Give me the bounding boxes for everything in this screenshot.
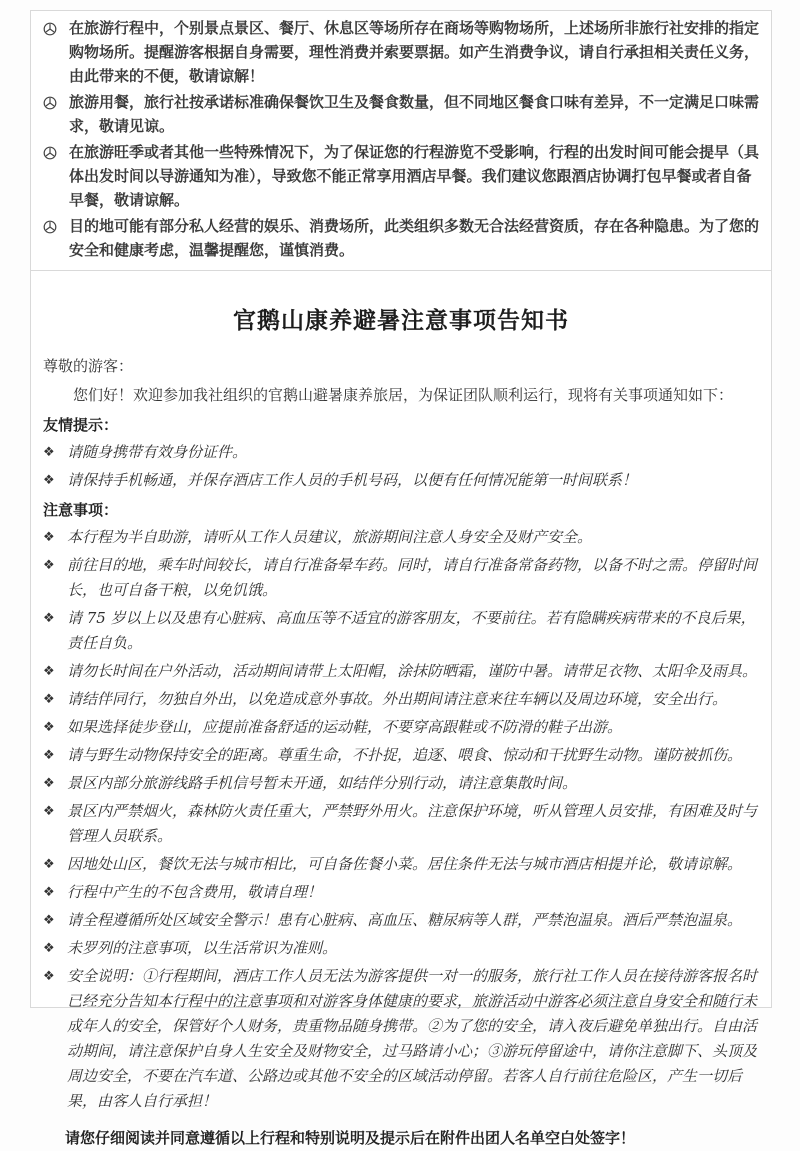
tip-text: 请随身携带有效身份证件。: [67, 443, 248, 461]
note-item: [39, 687, 763, 712]
diamond-bullet-icon: ❖: [43, 445, 55, 460]
warning-text: 在旅游旺季或者其他一些特殊情况下，为了保证您的行程游览不受影响，行程的出发时间可能会提早（具体出发时间以导游通知为准），导致您不能正常享用酒店早餐。我们建议您跟酒店协调打包早餐或者自备早餐，敬请谅解。: [69, 144, 760, 209]
note-item: [39, 606, 763, 656]
notice-title: 官鹅山康养避暑注意事项告知书: [233, 307, 569, 333]
note-text: 景区内严禁烟火，森林防火责任重大，严禁野外用火。注意保护环境，听从管理人员安排，有困难及时与管理人员联系。: [67, 802, 758, 845]
warning-text: 在旅游行程中，个别景点景区、餐厅、休息区等场所存在商场等购物场所，上述场所非旅行社安排的指定购物场所。提醒游客根据自身需要，理性消费并索要票据。如产生消费争议，请自行承担相关责任义务，由此带来的不便，敬请谅解！: [69, 20, 760, 85]
note-item: [39, 852, 763, 877]
diamond-bullet-icon: ❖: [43, 473, 55, 488]
notice-document: [31, 305, 771, 1151]
warning-text: 旅游用餐，旅行社按承诺标准确保餐饮卫生及餐食数量，但不同地区餐食口味有差异，不一定满足口味需求，敬请见谅。: [69, 94, 760, 135]
note-text: 请勿长时间在户外活动，活动期间请带上太阳帽，涂抹防晒霜，谨防中暑。请带足衣物、太阳伞及雨具。: [67, 662, 758, 680]
clock-bullet-icon: [43, 96, 57, 110]
note-text: 请全程遵循所处区域安全警示！患有心脏病、高血压、糖尿病等人群，严禁泡温泉。酒后严禁泡温泉。: [67, 911, 743, 929]
diamond-bullet-icon: ❖: [43, 530, 55, 545]
note-item: [39, 553, 763, 603]
top-warnings-section: [31, 11, 771, 271]
warning-item: [39, 141, 759, 213]
friendly-tips-list: [39, 440, 763, 493]
notes-list: [39, 525, 763, 1114]
diamond-bullet-icon: ❖: [43, 692, 55, 707]
warning-item: [39, 91, 759, 139]
diamond-bullet-icon: ❖: [43, 885, 55, 900]
diamond-bullet-icon: ❖: [43, 941, 55, 956]
diamond-bullet-icon: ❖: [43, 611, 55, 626]
tip-item: [39, 440, 763, 465]
note-text: 安全说明：①行程期间，酒店工作人员无法为游客提供一对一的服务，旅行社工作人员在接待游客报名时已经充分告知本行程中的注意事项和对游客身体健康的要求，旅游活动中游客必须注意自身安全和随行未成年人的安全，保管好个人财务，贵重物品随身携带。②为了您的安全，请入夜后避免单独出行。自由活动期间，请注意保护自身人生安全及财物安全，过马路请小心；③游玩停留途中，请你注意脚下、头顶及周边安全，不要在汽车道、公路边或其他不安全的区域活动停留。若客人自行前往危险区，产生一切后果，由客人自行承担！: [67, 967, 758, 1110]
clock-bullet-icon: [43, 146, 57, 160]
note-text: 未罗列的注意事项，以生活常识为准则。: [67, 939, 338, 957]
salutation: 尊敬的游客：: [43, 358, 134, 375]
note-item: [39, 799, 763, 849]
note-item: [39, 880, 763, 905]
note-item: [39, 936, 763, 961]
note-text: 请结伴同行，勿独自外出，以免造成意外事故。外出期间请注意来往车辆以及周边环境，安全出行。: [67, 690, 728, 708]
note-text: 如果选择徒步登山，应提前准备舒适的运动鞋，不要穿高跟鞋或不防滑的鞋子出游。: [67, 718, 623, 736]
diamond-bullet-icon: ❖: [43, 969, 55, 984]
diamond-bullet-icon: ❖: [43, 776, 55, 791]
note-item: [39, 525, 763, 550]
intro-paragraph: 您们好！欢迎参加我社组织的官鹅山避暑康养旅居，为保证团队顺利运行，现将有关事项通知如下：: [73, 387, 734, 404]
notes-heading: 注意事项：: [43, 502, 119, 519]
note-item: [39, 771, 763, 796]
clock-bullet-icon: [43, 22, 57, 36]
tip-item: [39, 468, 763, 493]
warning-text: 目的地可能有部分私人经营的娱乐、消费场所，此类组织多数无合法经营资质，存在各种隐患。为了您的安全和健康考虑，温馨提醒您，谨慎消费。: [69, 218, 760, 259]
diamond-bullet-icon: ❖: [43, 857, 55, 872]
diamond-bullet-icon: ❖: [43, 558, 55, 573]
note-text: 行程中产生的不包含费用，敬请自理！: [67, 883, 323, 901]
note-item: [39, 715, 763, 740]
note-item: [39, 908, 763, 933]
note-item: [39, 743, 763, 768]
diamond-bullet-icon: ❖: [43, 913, 55, 928]
tip-text: 请保持手机畅通，并保存酒店工作人员的手机号码，以便有任何情况能第一时间联系！: [67, 471, 638, 489]
warning-item: [39, 17, 759, 89]
closing-note: 请您仔细阅读并同意遵循以上行程和特别说明及提示后在附件出团人名单空白处签字！: [65, 1130, 636, 1147]
document-page: [30, 10, 772, 1147]
note-text: 因地处山区，餐饮无法与城市相比，可自备佐餐小菜。居住条件无法与城市酒店相提并论，敬请谅解。: [67, 855, 743, 873]
note-text: 请 75 岁以上以及患有心脏病、高血压等不适宜的游客朋友，不要前往。若有隐瞒疾病带来的不良后果，责任自负。: [67, 609, 756, 652]
note-item: [39, 659, 763, 684]
diamond-bullet-icon: ❖: [43, 748, 55, 763]
diamond-bullet-icon: ❖: [43, 804, 55, 819]
note-text: 本行程为半自助游，请听从工作人员建议，旅游期间注意人身安全及财产安全。: [67, 528, 593, 546]
note-text: 前往目的地，乘车时间较长，请自行准备晕车药。同时，请自行准备常备药物，以备不时之需。停留时间长，也可自备干粮，以免饥饿。: [67, 556, 758, 599]
warning-item: [39, 215, 759, 263]
friendly-tips-heading: 友情提示：: [43, 417, 119, 434]
note-text: 请与野生动物保持安全的距离。尊重生命，不扑捉，追逐、喂食、惊动和干扰野生动物。谨防被抓伤。: [67, 746, 743, 764]
clock-bullet-icon: [43, 220, 57, 234]
note-item: [39, 964, 763, 1114]
diamond-bullet-icon: ❖: [43, 720, 55, 735]
note-text: 景区内部分旅游线路手机信号暂未开通，如结伴分别行动，请注意集散时间。: [67, 774, 578, 792]
diamond-bullet-icon: ❖: [43, 664, 55, 679]
